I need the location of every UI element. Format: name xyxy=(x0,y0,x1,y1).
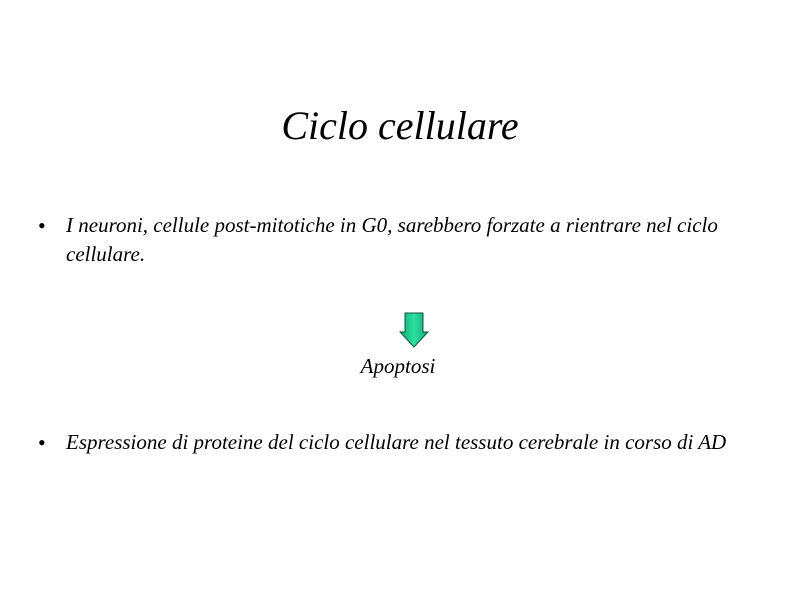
bullet-item-neurons xyxy=(38,211,753,269)
bullet-text: Espressione di proteine del ciclo cellulare nel tessuto cerebrale in corso di AD xyxy=(66,430,727,454)
apoptosis-label: Apoptosi xyxy=(360,354,436,378)
bullet-text: I neuroni, cellule post-mitotiche in G0, sarebbero forzate a rientrare nel ciclo cellulare. xyxy=(66,213,718,266)
bullet-item-protein-expression xyxy=(38,428,753,457)
bullet-dot: • xyxy=(38,430,46,455)
down-arrow-icon xyxy=(399,312,429,348)
slide-title: Ciclo cellulare xyxy=(281,103,519,148)
bullet-dot: • xyxy=(38,213,46,238)
